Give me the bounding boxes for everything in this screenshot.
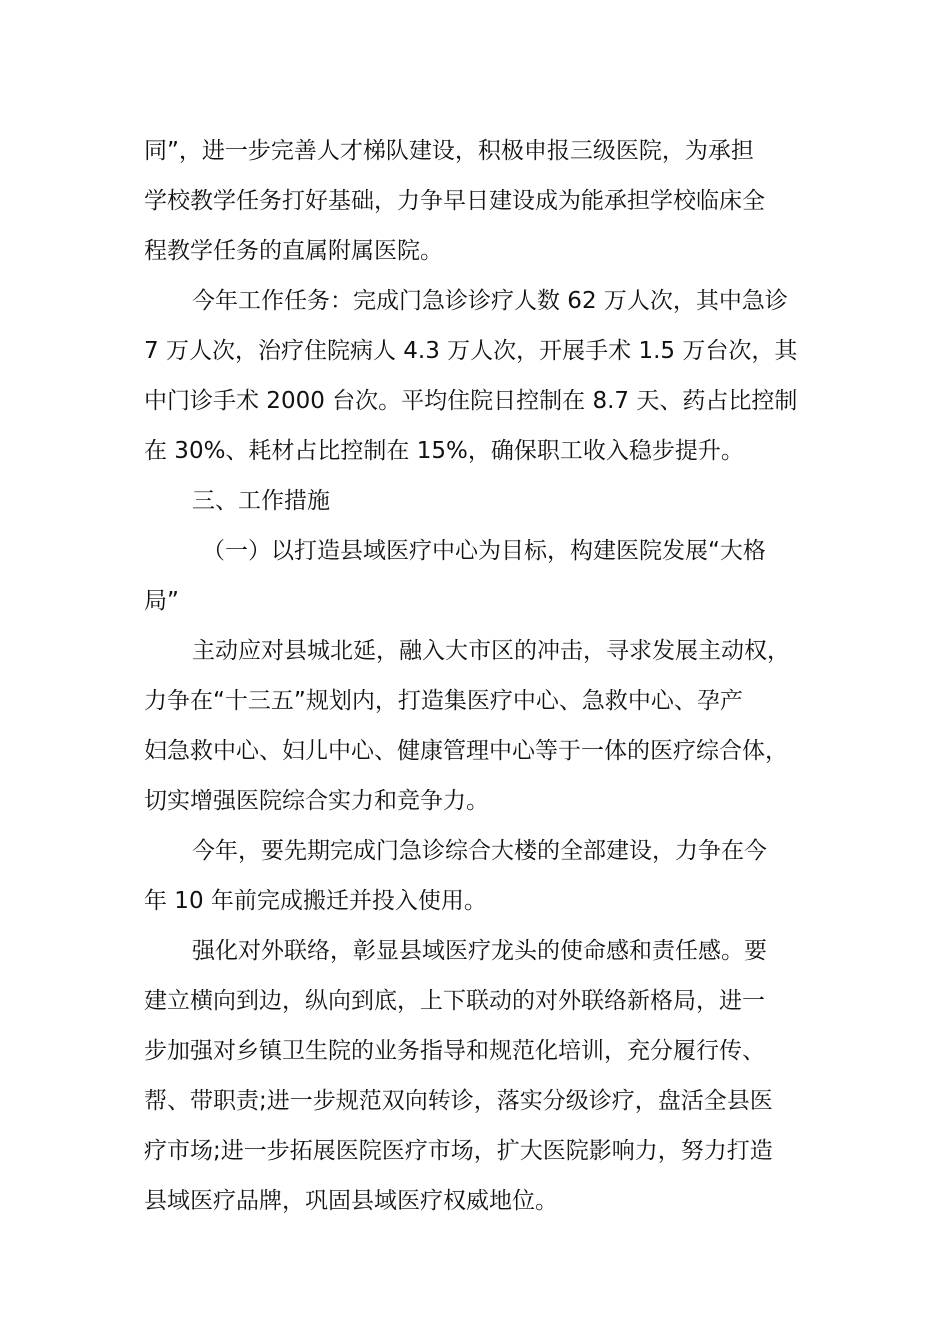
text-line: 县域医疗品牌，巩固县域医疗权威地位。: [144, 1188, 558, 1214]
paragraph-talent-building: [144, 126, 808, 276]
document-body: [144, 126, 808, 1226]
text-line: 程教学任务的直属附属医院。: [144, 238, 443, 264]
text-line: 妇急救中心、妇儿中心、健康管理中心等于一体的医疗综合体，: [144, 738, 788, 764]
section-heading-work-measures: [144, 476, 808, 526]
text-line: 力争在“十三五”规划内，打造集医疗中心、急救中心、孕产: [144, 688, 743, 714]
text-line: 步加强对乡镇卫生院的业务指导和规范化培训，充分履行传、: [144, 1038, 765, 1064]
text-line: 同”，进一步完善人才梯队建设，积极申报三级医院，为承担: [144, 138, 754, 164]
text-line: 在 30%、耗材占比控制在 15%，确保职工收入稳步提升。: [144, 438, 744, 464]
text-line: 帮、带职责;进一步规范双向转诊，落实分级诊疗，盘活全县医: [144, 1088, 773, 1114]
paragraph-external-liaison: [144, 926, 808, 1226]
heading-text: （一）以打造县域医疗中心为目标，构建医院发展“大格: [202, 538, 766, 564]
text-line: 建立横向到边，纵向到底，上下联动的对外联络新格局，进一: [144, 988, 765, 1014]
text-line: 7 万人次，治疗住院病人 4.3 万人次，开展手术 1.5 万台次，其: [144, 338, 798, 364]
text-line: 强化对外联络，彰显县域医疗龙头的使命感和责任感。要: [192, 938, 767, 964]
paragraph-building-construction: [144, 826, 808, 926]
text-line: 中门诊手术 2000 台次。平均住院日控制在 8.7 天、药占比控制: [144, 388, 798, 414]
text-line: 年 10 年前完成搬迁并投入使用。: [144, 888, 487, 914]
paragraph-annual-tasks: [144, 276, 808, 476]
text-line: 今年，要先期完成门急诊综合大楼的全部建设，力争在今: [192, 838, 767, 864]
heading-text: 局”: [144, 588, 179, 614]
text-line: 学校教学任务打好基础，力争早日建设成为能承担学校临床全: [144, 188, 765, 214]
heading-text: 三、工作措施: [192, 488, 330, 514]
subsection-heading-county-medical-center: [144, 526, 808, 626]
text-line: 今年工作任务：完成门急诊诊疗人数 62 万人次，其中急诊: [192, 288, 788, 314]
text-line: 疗市场;进一步拓展医院医疗市场，扩大医院影响力，努力打造: [144, 1138, 773, 1164]
text-line: 主动应对县城北延，融入大市区的冲击，寻求发展主动权，: [192, 638, 790, 664]
paragraph-development-plan: [144, 626, 808, 826]
text-line: 切实增强医院综合实力和竞争力。: [144, 788, 489, 814]
